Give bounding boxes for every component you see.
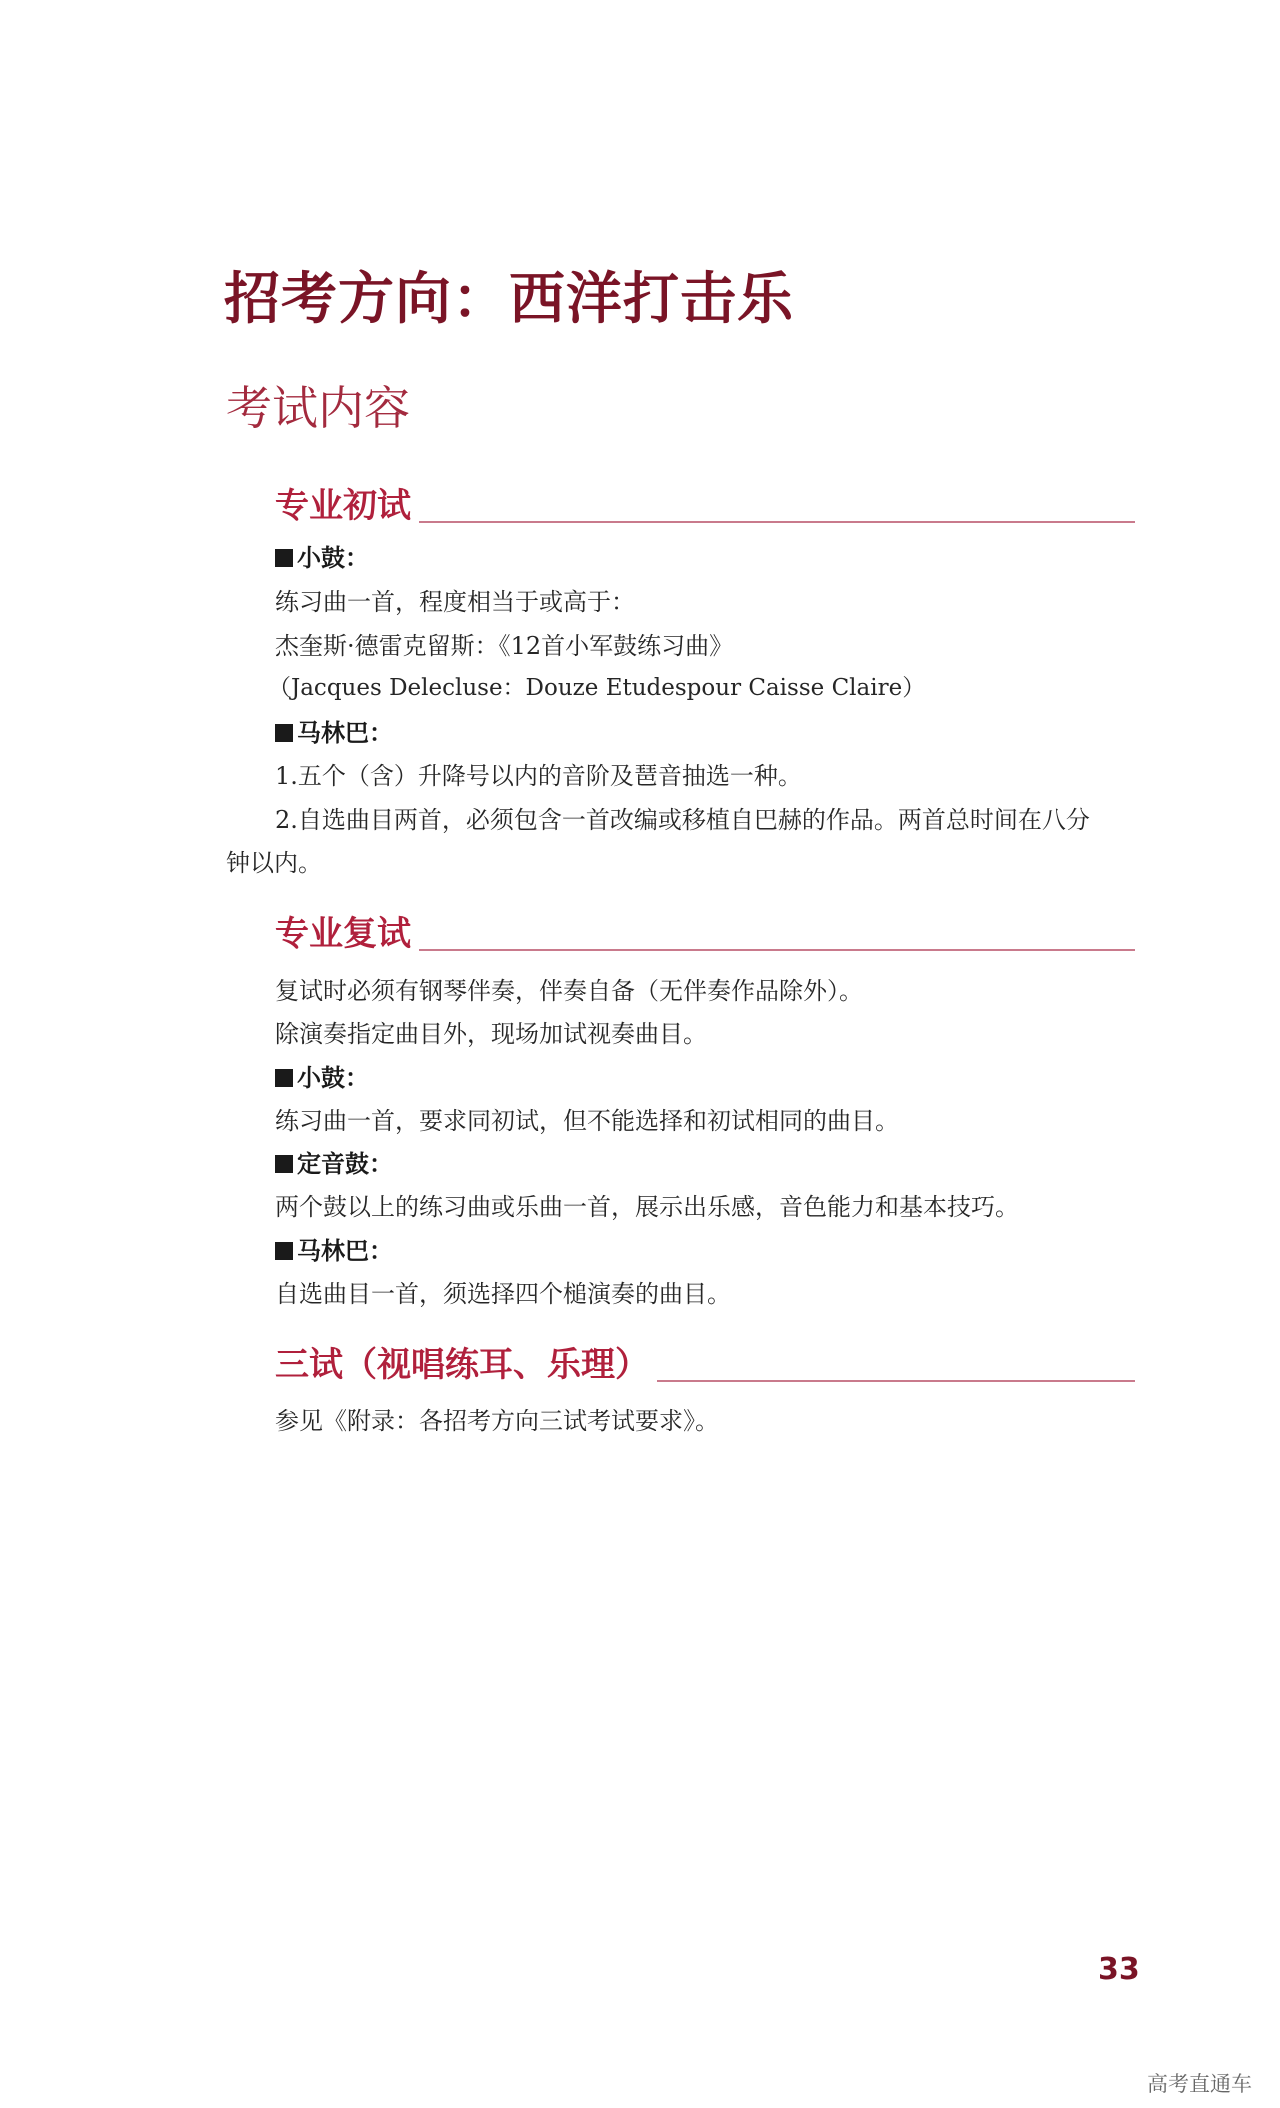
label-text: 马林巴：: [297, 719, 393, 747]
label-text: 小鼓：: [297, 544, 369, 572]
snare-label: [275, 546, 369, 570]
section-divider: [657, 1380, 1135, 1382]
section-second-round-header: [275, 903, 1135, 955]
marimba-label: [275, 721, 393, 745]
section-divider: [419, 521, 1135, 523]
text-line: 1.五个（含）升降号以内的音阶及琶音抽选一种。: [275, 762, 802, 790]
label-text: 定音鼓：: [297, 1150, 393, 1178]
square-bullet-icon: [275, 1155, 293, 1173]
text-line: 复试时必须有钢琴伴奏，伴奏自备（无伴奏作品除外）。: [275, 977, 863, 1005]
square-bullet-icon: [275, 1242, 293, 1260]
snare-label: [275, 1066, 369, 1090]
text-line: 2.自选曲目两首，必须包含一首改编或移植自巴赫的作品。两首总时间在八分: [275, 806, 1090, 834]
page-subtitle: 考试内容: [226, 381, 410, 435]
square-bullet-icon: [275, 724, 293, 742]
text-line: 钟以内。: [226, 849, 322, 877]
text-line: 自选曲目一首，须选择四个槌演奏的曲目。: [275, 1280, 731, 1308]
watermark-text: 高考直通车: [1147, 2072, 1252, 2096]
text-line: 杰奎斯·德雷克留斯：《12首小军鼓练习曲》: [275, 632, 734, 660]
text-line: 除演奏指定曲目外，现场加试视奏曲目。: [275, 1020, 707, 1048]
text-line: 练习曲一首，要求同初试，但不能选择和初试相同的曲目。: [275, 1107, 899, 1135]
text-line: 两个鼓以上的练习曲或乐曲一首，展示出乐感，音色能力和基本技巧。: [275, 1193, 1019, 1221]
section-heading: 三试（视唱练耳、乐理）: [275, 1345, 649, 1385]
section-heading: 专业初试: [275, 486, 411, 526]
label-text: 小鼓：: [297, 1064, 369, 1092]
section-third-round-header: [275, 1334, 1135, 1386]
section-preliminary-header: [275, 475, 1135, 527]
page-title: 招考方向：西洋打击乐: [224, 267, 794, 332]
timpani-label: [275, 1152, 393, 1176]
label-text: 马林巴：: [297, 1237, 393, 1265]
text-line: （Jacques Delecluse：Douze Etudespour Caisse Claire）: [268, 675, 926, 701]
text-line: 练习曲一首，程度相当于或高于：: [275, 588, 635, 616]
marimba-label: [275, 1239, 393, 1263]
section-divider: [419, 949, 1135, 951]
section-heading: 专业复试: [275, 914, 411, 954]
text-line: 参见《附录：各招考方向三试考试要求》。: [275, 1407, 719, 1435]
square-bullet-icon: [275, 1069, 293, 1087]
page-number: 33: [1098, 1952, 1140, 1987]
square-bullet-icon: [275, 549, 293, 567]
